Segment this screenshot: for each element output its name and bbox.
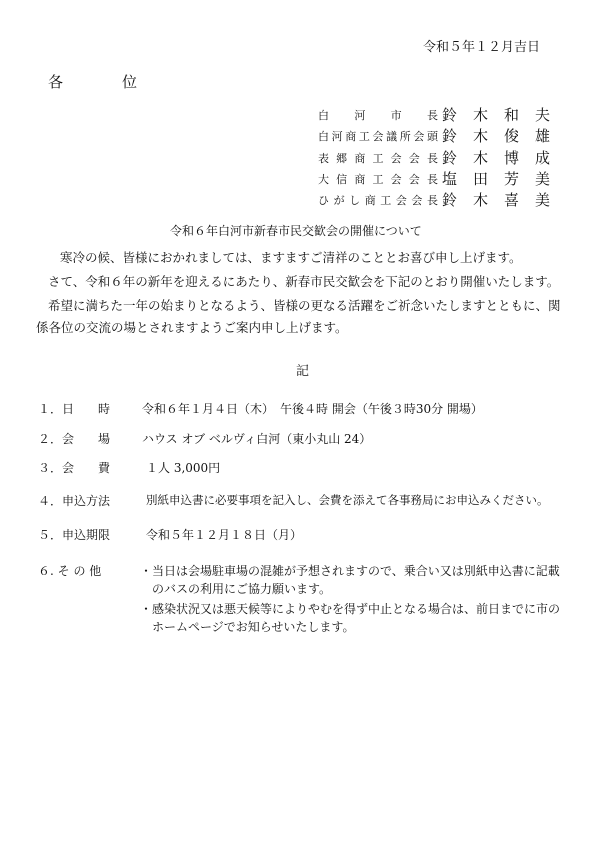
note-parking-line-2: のバスの利用にご協力願います。	[140, 582, 332, 596]
note-parking-line-1: ・当日は会場駐車場の混雑が予想されますので、乗合い又は別紙申込書に記載	[140, 564, 560, 578]
sender-title: ひ が し 商 工 会 会 長	[318, 194, 438, 207]
wish-paragraph-line-1: 希望に満ちた一年の始まりとなるよう、皆様の更なる活躍をご祈念いたしますとともに、関	[48, 298, 561, 313]
item-label: ３．会 費	[38, 461, 111, 475]
sender-row	[318, 189, 563, 209]
sender-name: 鈴 木 喜 美	[442, 191, 550, 209]
ki-heading: 記	[296, 364, 310, 379]
sender-name: 鈴 木 和 夫	[442, 106, 550, 124]
sender-row	[318, 125, 563, 145]
sender-title: 白 河 商 工 会 議 所 会 頭	[318, 130, 438, 143]
wish-paragraph-line-2: 係各位の交流の場とされますようご案内申し上げます。	[36, 320, 348, 335]
sender-title: 表 郷 商 工 会 会 長	[318, 152, 438, 165]
greeting-paragraph: 寒冷の候、皆様におかれましては、ますますご清祥のこととお喜び申し上げます。	[60, 250, 522, 265]
sender-title: 大 信 商 工 会 会 長	[318, 173, 438, 186]
item-value: ハウス オブ ベルヴィ白河（東小丸山 24）	[142, 432, 372, 446]
announcement-paragraph: さて、令和６年の新年を迎えるにあたり、新春市民交歓会を下記のとおり開催いたします。	[48, 274, 560, 289]
item-label: ４．申込方法	[38, 494, 111, 508]
item-value: 別紙申込書に必要事項を記入し、会費を添えて各事務局にお申込みください。	[146, 493, 549, 507]
sender-name: 塩 田 芳 美	[442, 170, 550, 188]
note-cancellation-line-2: ホームページでお知らせいたします。	[140, 620, 355, 634]
sender-row	[318, 168, 563, 188]
item-value: 令和６年１月４日（木） 午後４時 開会（午後３時30分 開場）	[142, 402, 483, 416]
item-label: ６. そ の 他	[38, 564, 102, 578]
sender-row	[318, 147, 563, 167]
item-label: ５．申込期限	[38, 528, 111, 542]
sender-name: 鈴 木 俊 雄	[442, 127, 550, 145]
item-label: １．日 時	[38, 402, 111, 416]
item-value: 令和５年１２月１８日（月）	[146, 528, 303, 542]
sender-row	[318, 104, 563, 124]
note-cancellation-line-1: ・感染状況又は悪天候等によりやむを得ず中止となる場合は、前日までに市の	[140, 602, 561, 616]
addressee: 各 位	[48, 73, 160, 91]
sender-title: 白 河 市 長	[318, 109, 438, 122]
item-value: １人 3,000円	[146, 461, 221, 475]
document-subject: 令和６年白河市新春市民交歓会の開催について	[170, 224, 422, 238]
document-date: 令和５年１２月吉日	[422, 40, 540, 55]
sender-name: 鈴 木 博 成	[442, 149, 550, 167]
item-label: ２．会 場	[38, 432, 111, 446]
